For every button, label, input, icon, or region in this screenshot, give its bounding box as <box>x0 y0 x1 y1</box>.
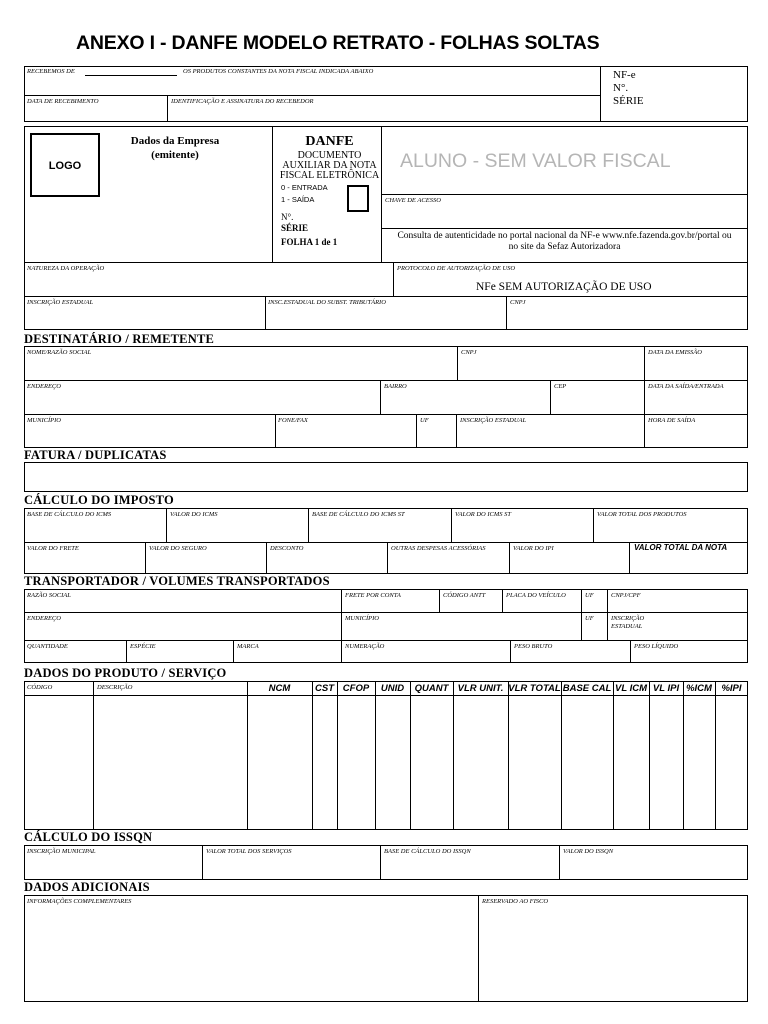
transp-marca-label: MARCA <box>237 643 259 650</box>
dest-uf-label: UF <box>420 417 429 424</box>
dest-hora-saida-label: HORA DE SAÍDA <box>648 417 696 424</box>
transp-especie-label: ESPÉCIE <box>130 643 156 650</box>
dest-municipio-label: MUNICÍPIO <box>27 417 61 424</box>
dest-endereco-label: ENDEREÇO <box>27 383 61 390</box>
prod-cst-header: CST <box>315 683 334 694</box>
transp-numeracao-label: NUMERAÇÃO <box>345 643 385 650</box>
natureza-operacao-label: NATUREZA DA OPERAÇÃO <box>27 265 105 272</box>
prod-vlr-unit-header: VLR UNIT. <box>457 683 504 694</box>
prod-cfop-header: CFOP <box>342 683 370 694</box>
dest-fone-label: FONE/FAX <box>278 417 308 424</box>
destinatario-section <box>24 346 748 448</box>
valor-issqn-label: VALOR DO ISSQN <box>563 848 614 855</box>
prod-quant-header: QUANT <box>414 683 449 694</box>
prod-base-cal-header: BASE CAL <box>562 683 612 694</box>
danfe-subtitle-3: FISCAL ELETRÔNICA <box>279 170 380 181</box>
protocolo-label: PROTOCOLO DE AUTORIZAÇÃO DE USO <box>397 265 516 272</box>
canhoto-serie: SÉRIE <box>613 95 644 107</box>
identificacao-assinatura-label: IDENTIFICAÇÃO E ASSINATURA DO RECEBEDOR <box>171 98 314 105</box>
valor-ipi-label: VALOR DO IPI <box>513 545 554 552</box>
adicionais-heading: DADOS ADICIONAIS <box>24 880 150 894</box>
outras-despesas-label: OUTRAS DESPESAS ACESSÓRIAS <box>391 545 486 552</box>
entrada-saida-box[interactable] <box>347 185 369 212</box>
transp-frete-label: FRETE POR CONTA <box>345 592 401 599</box>
danfe-serie: SÉRIE <box>281 223 309 233</box>
transp-ie-label-2: ESTADUAL <box>611 623 643 630</box>
prod-vl-ipi-header: VL IPI <box>652 683 680 694</box>
logo-text: LOGO <box>48 160 82 172</box>
base-icms-label: BASE DE CÁLCULO DO ICMS <box>27 511 112 518</box>
prod-vlr-total-header: VLR TOTAL <box>508 683 561 694</box>
fatura-heading: FATURA / DUPLICATAS <box>24 448 167 462</box>
inscricao-estadual-label: INSCRIÇÃO ESTADUAL <box>27 299 94 306</box>
valor-total-nota-label: VALOR TOTAL DA NOTA <box>634 543 728 552</box>
danfe-title: DANFE <box>305 134 354 149</box>
prod-ncm-header: NCM <box>268 683 291 694</box>
danfe-subtitle-2: AUXILIAR DA NOTA <box>282 160 377 171</box>
transportador-heading: TRANSPORTADOR / VOLUMES TRANSPORTADOS <box>24 574 330 588</box>
danfe-numero: N°. <box>281 212 294 222</box>
canhoto-numero: N°. <box>613 82 629 94</box>
consulta-line-1: Consulta de autenticidade no portal nacional da NF-e www.nfe.fazenda.gov.br/portal ou <box>397 231 732 241</box>
produtos-constantes-label: OS PRODUTOS CONSTANTES DA NOTA FISCAL INDICADA ABAIXO <box>183 68 374 75</box>
produtos-heading: DADOS DO PRODUTO / SERVIÇO <box>24 666 227 680</box>
danfe-saida: 1 - SAÍDA <box>281 195 315 204</box>
transp-razao-label: RAZÃO SOCIAL <box>27 592 71 599</box>
ie-substituto-label: INSC.ESTADUAL DO SUBST. TRIBUTÁRIO <box>268 299 386 306</box>
emitente-label: (emitente) <box>151 149 199 161</box>
danfe-entrada: 0 - ENTRADA <box>281 183 328 192</box>
valor-produtos-label: VALOR TOTAL DOS PRODUTOS <box>597 511 687 518</box>
valor-servicos-label: VALOR TOTAL DOS SERVIÇOS <box>206 848 292 855</box>
desconto-label: DESCONTO <box>270 545 304 552</box>
transp-peso-liquido-label: PESO LÍQUIDO <box>634 643 679 650</box>
valor-seguro-label: VALOR DO SEGURO <box>149 545 207 552</box>
dest-data-emissao-label: DATA DA EMISSÃO <box>648 349 702 356</box>
chave-acesso-label: CHAVE DE ACESSO <box>385 197 441 204</box>
canhoto-nfe: NF-e <box>613 69 636 81</box>
transp-quantidade-label: QUANTIDADE <box>27 643 68 650</box>
transp-codigo-label: CÓDIGO ANTT <box>443 592 486 599</box>
watermark: ALUNO - SEM VALOR FISCAL <box>400 150 671 172</box>
dest-ie-label: INSCRIÇÃO ESTADUAL <box>460 417 527 424</box>
prod-pct-ipi-header: %IPI <box>721 683 742 694</box>
transp-uf2-label: UF <box>585 615 594 622</box>
prod-descricao-header: DESCRIÇÃO <box>97 684 133 691</box>
danfe-subtitle-1: DOCUMENTO <box>297 150 362 161</box>
base-issqn-label: BASE DE CÁLCULO DO ISSQN <box>384 848 471 855</box>
prod-vl-icm-header: VL ICM <box>614 683 648 694</box>
valor-icms-st-label: VALOR DO ICMS ST <box>455 511 512 518</box>
data-recebimento-label: DATA DE RECEBIMENTO <box>27 98 99 105</box>
dados-empresa: Dados da Empresa <box>130 135 220 147</box>
adicionais-section <box>24 895 748 1002</box>
recebemos-label: RECEBEMOS DE <box>27 68 75 75</box>
consulta-line-2: no site da Sefaz Autorizadora <box>508 242 621 252</box>
transp-cnpj-label: CNPJ/CPF <box>611 592 641 599</box>
imposto-heading: CÁLCULO DO IMPOSTO <box>24 493 174 507</box>
transp-placa-label: PLACA DO VEÍCULO <box>506 592 566 599</box>
prod-unid-header: UNID <box>380 683 405 694</box>
transp-peso-bruto-label: PESO BRUTO <box>514 643 553 650</box>
dest-data-saida-label: DATA DA SAÍDA/ENTRADA <box>648 383 724 390</box>
prod-codigo-header: CÓDIGO <box>27 684 53 691</box>
issqn-heading: CÁLCULO DO ISSQN <box>24 830 153 844</box>
page-title: ANEXO I - DANFE MODELO RETRATO - FOLHAS SOLTAS <box>76 32 600 54</box>
transp-endereco-label: ENDEREÇO <box>27 615 61 622</box>
informacoes-complementares-label: INFORMAÇÕES COMPLEMENTARES <box>27 898 132 905</box>
reservado-fisco-label: RESERVADO AO FISCO <box>482 898 549 905</box>
protocolo-value: NFe SEM AUTORIZAÇÃO DE USO <box>476 281 652 293</box>
fatura-section <box>24 462 748 492</box>
transp-municipio-label: MUNICÍPIO <box>345 615 379 622</box>
inscricao-municipal-label: INSCRIÇÃO MUNICIPAL <box>27 848 96 855</box>
dest-bairro-label: BAIRRO <box>384 383 407 390</box>
dest-cep-label: CEP <box>554 383 567 390</box>
base-icms-st-label: BASE DE CÁLCULO DO ICMS ST <box>312 511 405 518</box>
dest-cnpj-label: CNPJ <box>461 349 477 356</box>
dest-nome-label: NOME/RAZÃO SOCIAL <box>27 349 92 356</box>
prod-pct-icm-header: %ICM <box>686 683 712 694</box>
emitente-cnpj-label: CNPJ <box>510 299 526 306</box>
destinatario-heading: DESTINATÁRIO / REMETENTE <box>24 332 215 346</box>
danfe-folha: FOLHA 1 de 1 <box>281 237 338 247</box>
valor-icms-label: VALOR DO ICMS <box>170 511 218 518</box>
transp-ie-label-1: INSCRIÇÃO <box>611 615 645 622</box>
valor-frete-label: VALOR DO FRETE <box>27 545 79 552</box>
transp-uf-label: UF <box>585 592 594 599</box>
produtos-table <box>24 681 748 830</box>
